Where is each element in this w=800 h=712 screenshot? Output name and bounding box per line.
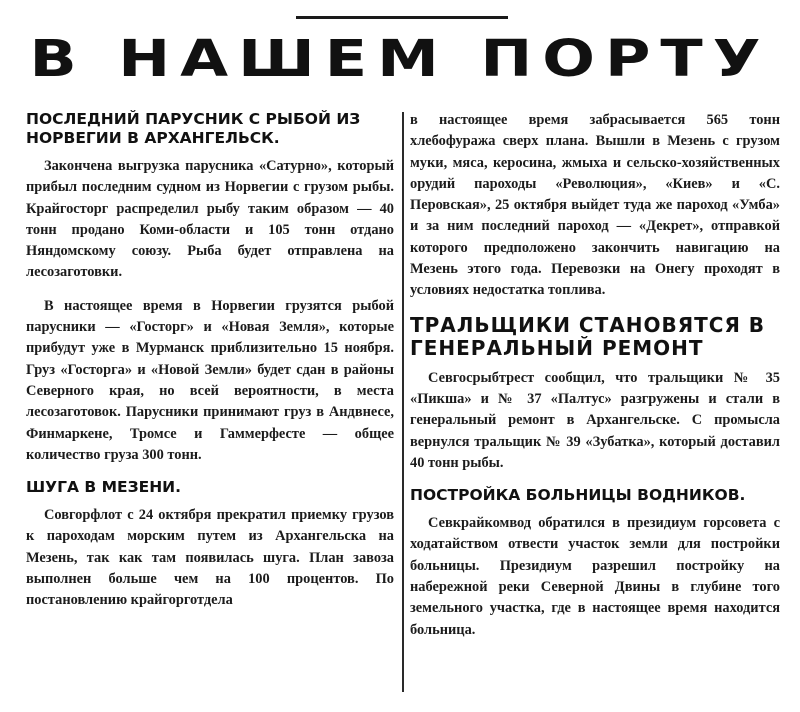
article-hospital <box>410 486 780 641</box>
article-headline: ТРАЛЬЩИКИ СТАНОВЯТСЯ В ГЕНЕРАЛЬНЫЙ РЕМОНТ <box>410 312 766 360</box>
section-masthead: В НАШЕМ ПОРТУ <box>29 28 771 89</box>
article-mezen-ice <box>26 478 394 611</box>
article-paragraph: Севкрайкомвод обратился в президиум горсовета с ходатайством отвести участок земли для постройки больницы. Президиум разрешил постройку на набережной реки Северной Двины в глубине того земельного участка, где в настоящее время находится больница. <box>410 515 780 638</box>
left-column <box>26 110 394 612</box>
article-last-sailboat <box>26 110 394 466</box>
article-paragraph: Севгосрыбтрест сообщил, что тральщики № 35 «Пикша» и № 37 «Палтус» разгружены и стали в генеральный ремонт в Архангельске. С промысла вернулся тральщик № 39 «Зубатка», который доставил 40 тонн рыбы. <box>410 369 780 471</box>
article-headline: ШУГА В МЕЗЕНИ. <box>26 478 182 497</box>
article-continuation: в настоящее время забрасывается 565 тонн хлебофуража сверх плана. Вышли в Мезень с грузом муки, мяса, керосина, жмыха и сельско-хозяйственных орудий пароходы «Революция», «Киев» и «С. Перовская», 25 октября выйдет туда же пароход «Умба» и за ним последний пароход — «Декрет», отправкой которого предположено закончить навигацию на Мезень этого года. Перевозки на Онегу проходят в условиях недостатка топлива. <box>410 112 780 299</box>
top-rule <box>296 16 508 19</box>
article-headline: ПОСТРОЙКА БОЛЬНИЦЫ ВОДНИКОВ. <box>410 486 746 505</box>
article-trawlers <box>410 314 780 474</box>
column-divider <box>402 112 404 692</box>
article-paragraph: В настоящее время в Норвегии грузятся рыбой парусники — «Госторг» и «Новая Земля», которые прибудут уже в Мурманск приблизительно 15 ноября. Груз «Госторга» и «Новой Земли» будет сдан в районы Северного края, но всей вероятности, в места лесозаготовок. Парусники принимают груз в Андвнесе, Финмаркене, Тромсе и Гаммерфесте — общее количество груза 300 тонн. <box>26 297 394 463</box>
article-paragraph: Совгорфлот с 24 октября прекратил приемку грузов к пароходам морским путем из Архангельска на Мезень, так как там появилась шуга. План завоза выполнен больше чем на 100 процентов. По постановлению крайгорготдела <box>26 507 394 609</box>
article-headline: ПОСЛЕДНИЙ ПАРУСНИК С РЫБОЙ ИЗ НОРВЕГИИ В АРХАНГЕЛЬСК. <box>26 110 361 147</box>
article-paragraph: Закончена выгрузка парусника «Сатурно», который прибыл последним судном из Норвегии с грузом рыбы. Крайгосторг распределил рыбу таким образом — 40 тонн продано Коми-области и 105 тонн отдано Няндомскому союзу. Рыба будет отправлена на лесозаготовки. <box>26 158 394 281</box>
right-column <box>410 110 780 641</box>
